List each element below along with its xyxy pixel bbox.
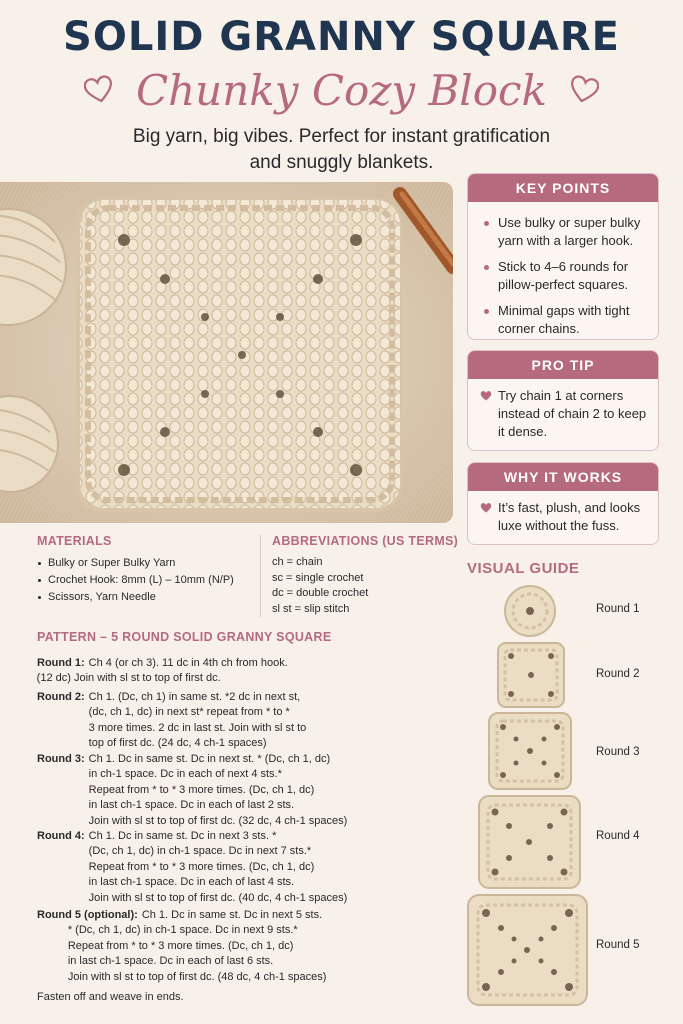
round-line: (Dc, ch 1, dc) in ch-1 space. Dc in next 7 sts.* bbox=[88, 845, 312, 858]
round-2-instructions bbox=[37, 690, 447, 752]
abbreviation-item: ch = chain bbox=[272, 556, 323, 568]
pro-tip-card bbox=[467, 350, 659, 451]
round-line: * (Dc, ch 1, dc) in ch-1 space. Dc in next 9 sts.* bbox=[67, 924, 298, 937]
round-3-thumbnail bbox=[488, 712, 572, 790]
round-line: Ch 1. Dc in same st. Dc in next 5 sts. bbox=[141, 909, 323, 921]
key-points-card bbox=[467, 173, 659, 340]
page-title: SOLID GRANNY SQUARE bbox=[63, 14, 620, 60]
heart-icon bbox=[480, 502, 492, 514]
abbreviation-item: sc = single crochet bbox=[272, 571, 364, 584]
materials-heading: MATERIALS bbox=[37, 534, 112, 548]
round-line: (12 dc) Join with sl st to top of first dc. bbox=[36, 672, 221, 685]
round-5-thumbnail bbox=[467, 894, 588, 1006]
round-line: Repeat from * to * 3 more times. (Dc, ch 1, dc) bbox=[67, 939, 294, 952]
round-line: Join with sl st to top of first dc. (40 dc, 4 ch-1 spaces) bbox=[88, 891, 348, 904]
round-line: Join with sl st to top of first dc. (32 dc, 4 ch-1 spaces) bbox=[88, 814, 348, 827]
abbreviations-list bbox=[272, 555, 368, 617]
visual-guide-label: Round 1 bbox=[596, 603, 640, 615]
round-label: Round 1: bbox=[37, 657, 85, 669]
abbreviations-heading: ABBREVIATIONS (US TERMS) bbox=[272, 534, 459, 548]
round-line: in ch-1 space. Dc in each of next 4 sts.* bbox=[88, 768, 282, 781]
heart-outline-icon bbox=[569, 75, 599, 105]
tagline bbox=[60, 124, 623, 176]
granny-square-large bbox=[76, 198, 402, 512]
granny-square-photo bbox=[0, 182, 453, 523]
round-line: in last ch-1 space. Dc in each of last 4 sts. bbox=[88, 876, 295, 889]
materials-item: Bulky or Super Bulky Yarn bbox=[38, 555, 234, 572]
round-1-instructions bbox=[37, 656, 447, 687]
tagline-line: Big yarn, big vibes. Perfect for instant gratification bbox=[132, 126, 551, 147]
key-point-item: Minimal gaps with tight corner chains. bbox=[480, 302, 648, 338]
visual-guide-label: Round 2 bbox=[596, 668, 640, 680]
abbreviation-item: dc = double crochet bbox=[272, 587, 369, 599]
round-label: Round 2: bbox=[37, 691, 85, 703]
round-line: Join with sl st to top of first dc. (48 dc, 4 ch-1 spaces) bbox=[67, 970, 327, 983]
why-it-works-card bbox=[467, 462, 659, 545]
round-label: Round 4: bbox=[37, 830, 85, 842]
why-it-works-heading: WHY IT WORKS bbox=[468, 463, 658, 491]
round-line: Ch 1. (Dc, ch 1) in same st. *2 dc in next st, bbox=[88, 691, 301, 703]
round-line: in last ch-1 space. Dc in each of last 2 sts. bbox=[88, 799, 295, 812]
abbreviation-item: sl st = slip stitch bbox=[272, 602, 350, 615]
visual-guide-label: Round 3 bbox=[596, 746, 640, 758]
round-line: top of first dc. (24 dc, 4 ch-1 spaces) bbox=[88, 737, 267, 750]
round-line: Repeat from * to * 3 more times. (Dc, ch 1, dc) bbox=[88, 783, 315, 796]
key-point-item: Stick to 4–6 rounds for pillow-perfect squares. bbox=[480, 258, 648, 294]
key-points-heading: KEY POINTS bbox=[468, 174, 658, 202]
round-line: Ch 1. Dc in same st. Dc in next 3 sts. * bbox=[88, 830, 277, 842]
round-5-instructions bbox=[37, 908, 447, 985]
round-line: Ch 4 (or ch 3). 11 dc in 4th ch from hook. bbox=[88, 657, 288, 669]
materials-item: Crochet Hook: 8mm (L) – 10mm (N/P) bbox=[38, 572, 234, 589]
round-line: (dc, ch 1, dc) in next st* repeat from * to * bbox=[88, 706, 290, 719]
round-1-thumbnail bbox=[503, 584, 557, 638]
pro-tip-text: Try chain 1 at corners instead of chain 2 to keep it dense. bbox=[498, 388, 647, 439]
round-line: 3 more times. 2 dc in last st. Join with sl st to bbox=[88, 721, 307, 734]
divider bbox=[260, 535, 261, 617]
round-line: Ch 1. Dc in same st. Dc in next st. * (Dc, ch 1, dc) bbox=[88, 753, 331, 765]
round-label: Round 5 (optional): bbox=[37, 909, 138, 921]
round-line: Repeat from * to * 3 more times. (Dc, ch 1, dc) bbox=[88, 860, 315, 873]
round-4-thumbnail bbox=[478, 795, 581, 889]
round-label: Round 3: bbox=[37, 753, 85, 765]
subtitle-row bbox=[0, 62, 683, 118]
pro-tip-heading: PRO TIP bbox=[468, 351, 658, 379]
visual-guide-heading: VISUAL GUIDE bbox=[467, 560, 580, 577]
pattern-heading: PATTERN – 5 ROUND SOLID GRANNY SQUARE bbox=[37, 630, 332, 644]
round-3-instructions bbox=[37, 752, 447, 829]
round-2-thumbnail bbox=[497, 642, 565, 708]
page-subtitle: Chunky Cozy Block bbox=[136, 65, 547, 115]
materials-list bbox=[38, 555, 234, 606]
key-point-item: Use bulky or super bulky yarn with a larger hook. bbox=[480, 214, 648, 250]
heart-icon bbox=[480, 390, 492, 402]
round-line: in last ch-1 space. Dc in each of last 6 sts. bbox=[67, 955, 274, 968]
round-4-instructions bbox=[37, 829, 447, 906]
why-it-works-text: It’s fast, plush, and looks luxe without the fuss. bbox=[498, 500, 641, 533]
tagline-line: and snuggly blankets. bbox=[249, 152, 434, 173]
visual-guide-label: Round 5 bbox=[596, 939, 640, 951]
materials-item: Scissors, Yarn Needle bbox=[38, 589, 234, 606]
heart-outline-icon bbox=[84, 75, 114, 105]
finish-instructions: Fasten off and weave in ends. bbox=[37, 991, 184, 1003]
visual-guide-label: Round 4 bbox=[596, 830, 640, 842]
